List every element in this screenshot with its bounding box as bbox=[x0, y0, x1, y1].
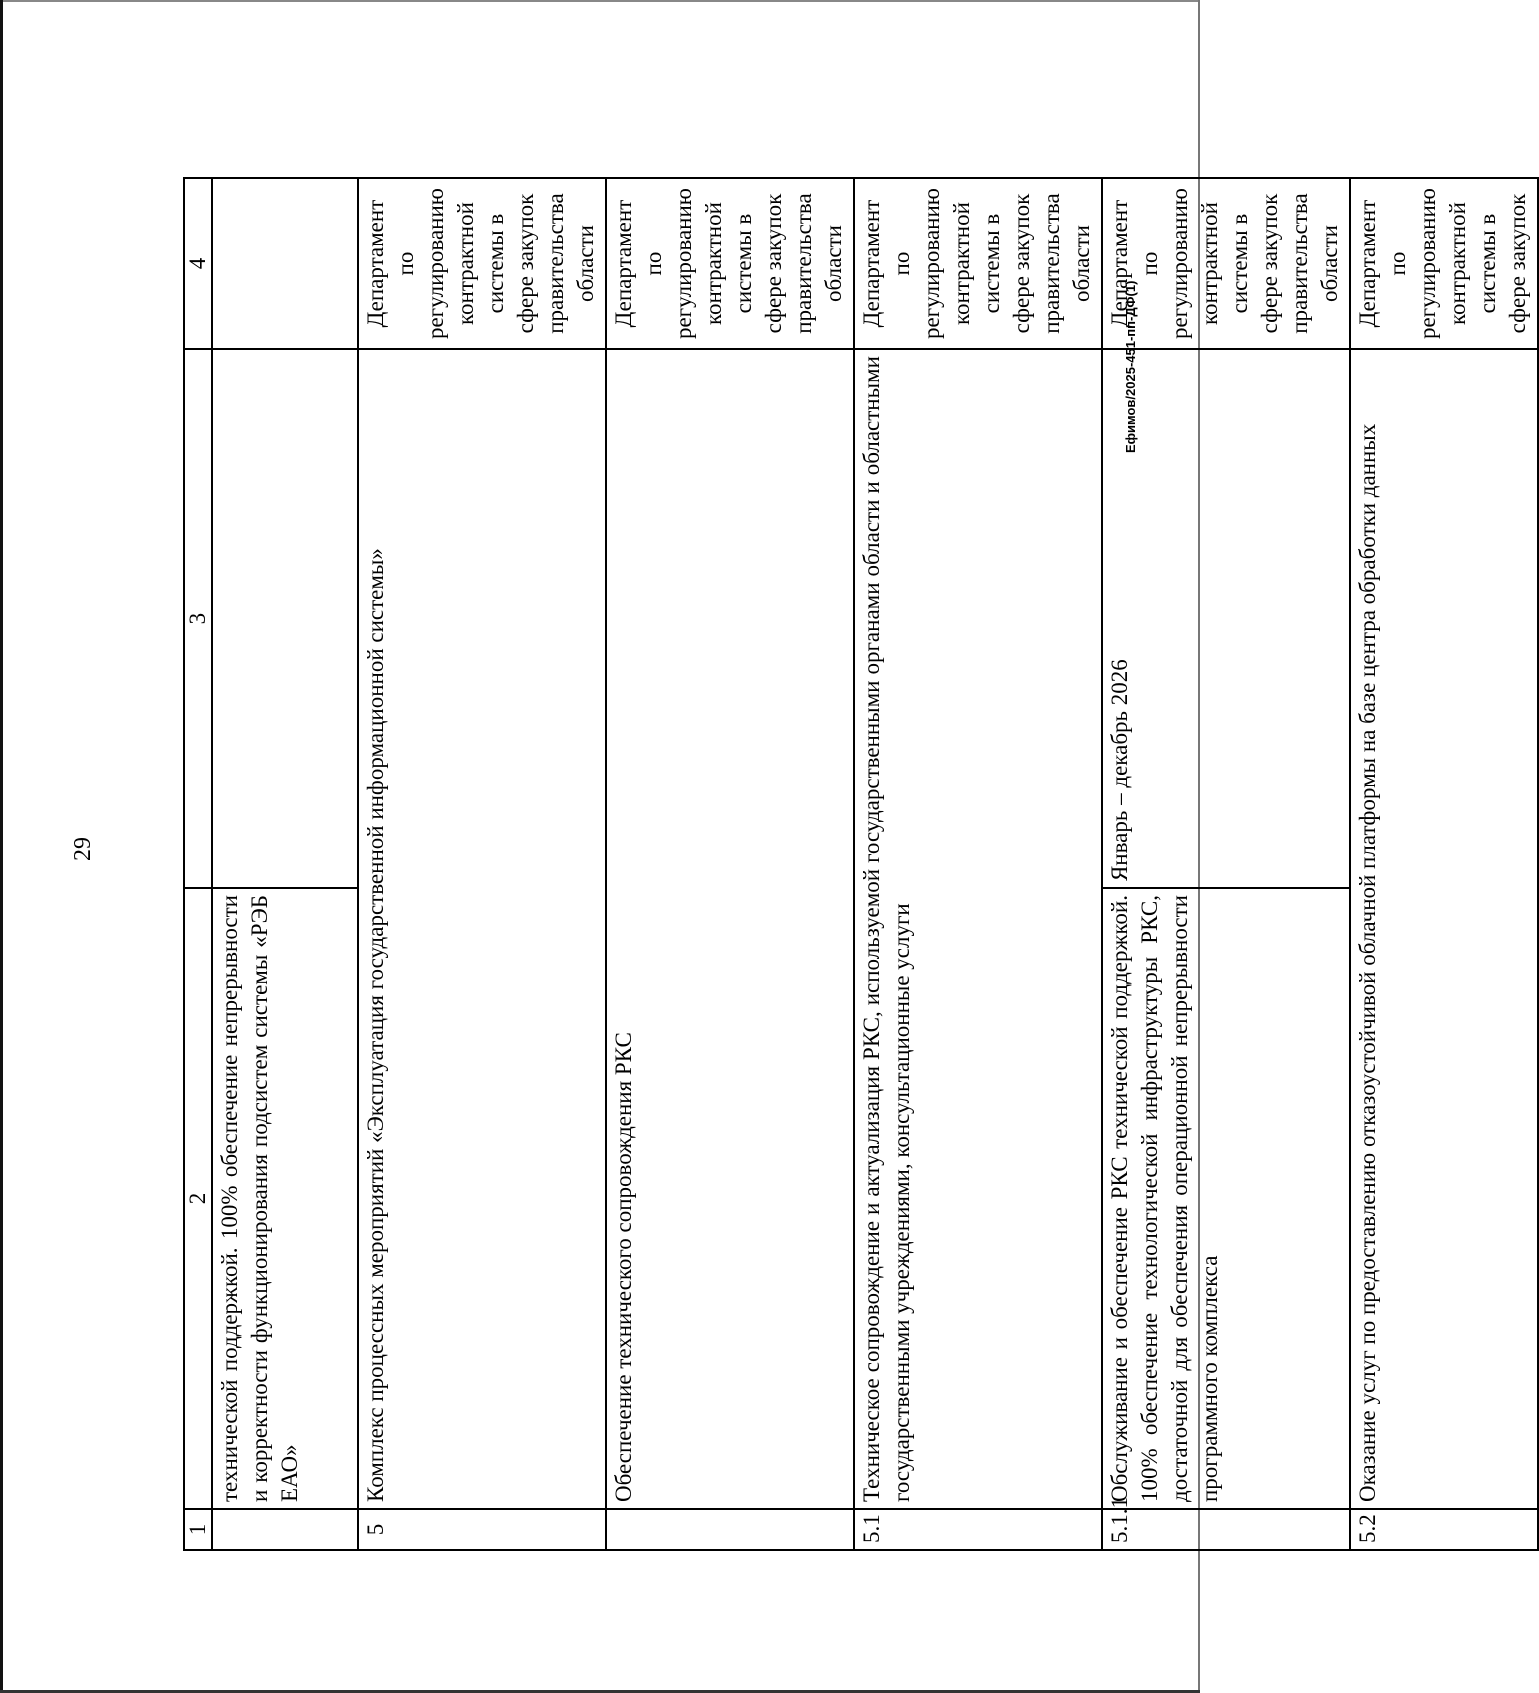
row-activity: Обеспечение технического сопровождения РКС bbox=[606, 349, 854, 1509]
table-row bbox=[1102, 178, 1350, 1550]
row-number: 5 bbox=[358, 1509, 606, 1550]
row-period: Январь – декабрь 2026 bbox=[1102, 349, 1350, 888]
table-row bbox=[854, 178, 1102, 1550]
table-row bbox=[1350, 178, 1538, 1550]
table-row bbox=[212, 178, 358, 1550]
row-activity: Оказание услуг по предоставлению отказоустойчивой облачной платформы на базе центра обработки данных bbox=[1350, 349, 1538, 1509]
row-period bbox=[212, 349, 358, 888]
row-responsible: Департамент по регулированию контрактной системы в сфере закупок правительства области bbox=[606, 178, 854, 349]
table-row bbox=[606, 178, 854, 1550]
row-responsible bbox=[212, 178, 358, 349]
header-col-1: 1 bbox=[184, 1509, 212, 1550]
row-responsible: Департамент по регулированию контрактной системы в сфере закупок правительства области bbox=[854, 178, 1102, 349]
row-description: Обслуживание и обеспечение РКС технической поддержкой. 100% обеспечение технологической инфраструктуры РКС, достаточной для обеспечения операционной непрерывности программного комплекса bbox=[1102, 888, 1350, 1509]
table-row bbox=[358, 178, 606, 1550]
page-number: 29 bbox=[70, 837, 96, 861]
row-activity: Комплекс процессных мероприятий «Эксплуатация государственной информационной системы» bbox=[358, 349, 606, 1509]
row-number: 5.2 bbox=[1350, 1509, 1538, 1550]
header-col-2: 2 bbox=[184, 888, 212, 1509]
row-responsible: Департамент по регулированию контрактной системы в сфере закупок правительства области bbox=[1102, 178, 1350, 349]
row-number bbox=[212, 1509, 358, 1550]
header-col-3: 3 bbox=[184, 349, 212, 888]
header-col-4: 4 bbox=[184, 178, 212, 349]
row-number bbox=[606, 1509, 854, 1550]
plan-table bbox=[183, 177, 1539, 1551]
row-number: 5.1.1 bbox=[1102, 1509, 1350, 1550]
table-header-row bbox=[184, 178, 212, 1550]
row-description: технической поддержкой. 100% обеспечение непрерывности и корректности функционирования подсистем системы «РЭБ ЕАО» bbox=[212, 888, 358, 1509]
row-responsible: Департамент по регулированию контрактной системы в сфере закупок bbox=[1350, 178, 1538, 349]
row-number: 5.1 bbox=[854, 1509, 1102, 1550]
row-responsible: Департамент по регулированию контрактной системы в сфере закупок правительства области bbox=[358, 178, 606, 349]
row-activity: Техническое сопровождение и актуализация РКС, используемой государственными органами области и областными государственными учреждениями, консультационные услуги bbox=[854, 349, 1102, 1509]
document-code: Ефимов/2025-451-пп-ДФ(1) bbox=[1123, 280, 1138, 453]
